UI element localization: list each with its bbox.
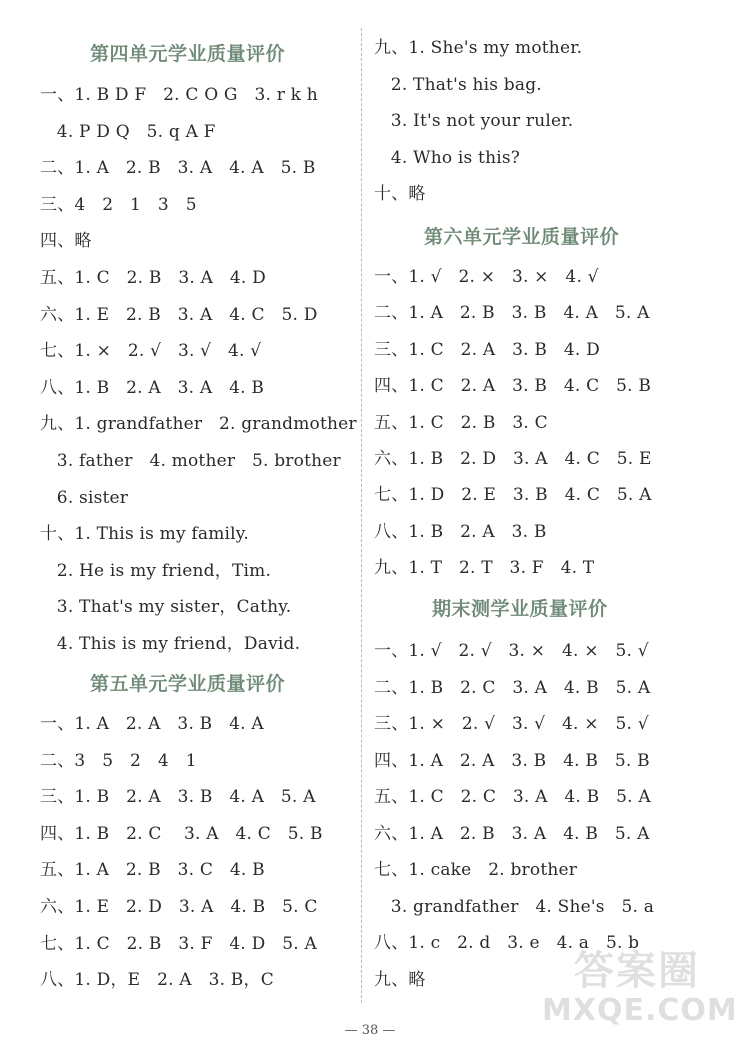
answer-line: 九、1. grandfather 2. grandmother [40,414,357,435]
answer-line: 九、1. T 2. T 3. F 4. T [374,558,595,579]
answer-line: 三、1. × 2. √ 3. √ 4. × 5. √ [374,714,649,734]
answer-line: 2. He is my friend，Tim. [40,560,272,581]
answer-line: 六、1. B 2. D 3. A 4. C 5. E [374,449,652,469]
answer-line: 二、3 5 2 4 1 [40,750,197,771]
answer-line: 二、1. A 2. B 3. A 4. A 5. B [40,158,316,179]
answer-line: 3. That's my sister，Cathy. [40,597,292,618]
answer-line: 二、1. A 2. B 3. B 4. A 5. A [374,303,650,324]
answer-line: 七、1. C 2. B 3. F 4. D 5. A [40,933,317,954]
answer-line: 3. It's not your ruler. [374,111,574,131]
answer-line: 二、1. B 2. C 3. A 4. B 5. A [374,677,651,698]
answer-line: 十、1. This is my family. [40,524,249,545]
answer-line: 七、1. × 2. √ 3. √ 4. √ [40,341,262,362]
section-heading-unit6: 第六单元学业质量评价 [424,226,620,248]
answer-line: 九、1. She's my mother. [374,38,583,58]
answer-line: 4. P D Q 5. q A F [40,121,216,142]
answer-line: 四、略 [40,231,92,252]
answer-line: 五、1. C 2. B 3. C [374,412,548,433]
answer-line: 三、1. C 2. A 3. B 4. D [374,339,600,360]
answer-line: 六、1. E 2. D 3. A 4. B 5. C [40,897,318,917]
section-heading-final: 期末测学业质量评价 [432,598,608,620]
answer-line: 五、1. A 2. B 3. C 4. B [40,860,265,881]
answer-line: 八、1. c 2. d 3. e 4. a 5. b [374,933,640,953]
answer-line: 一、1. √ 2. × 3. × 4. √ [374,267,599,287]
answer-line: 四、1. C 2. A 3. B 4. C 5. B [374,376,652,397]
answer-line: 四、1. A 2. A 3. B 4. B 5. B [374,750,650,771]
answer-line: 一、1. √ 2. √ 3. × 4. × 5. √ [374,641,649,661]
watermark-main-text: 答案圈 [574,948,700,994]
answer-line: 八、1. B 2. A 3. B [374,521,547,542]
answer-line: 三、4 2 1 3 5 [40,194,197,215]
answer-line: 三、1. B 2. A 3. B 4. A 5. A [40,787,316,808]
answer-line: 六、1. A 2. B 3. A 4. B 5. A [374,823,650,844]
answer-line: 十、略 [374,184,426,204]
column-divider [361,28,362,1003]
answer-line: 九、略 [374,969,426,990]
answer-line: 七、1. cake 2. brother [374,860,578,880]
answer-line: 五、1. C 2. C 3. A 4. B 5. A [374,787,651,807]
answer-line: 6. sister [40,487,129,508]
section-heading-unit5: 第五单元学业质量评价 [90,673,286,695]
answer-line: 3. grandfather 4. She's 5. a [374,896,655,917]
answer-line: 一、1. A 2. A 3. B 4. A [40,714,264,734]
answer-line: 4. Who is this? [374,147,521,168]
answer-line: 六、1. E 2. B 3. A 4. C 5. D [40,304,318,325]
answer-line: 五、1. C 2. B 3. A 4. D [40,268,266,288]
answer-line: 四、1. B 2. C 3. A 4. C 5. B [40,823,323,844]
answer-line: 八、1. D，E 2. A 3. B，C [40,970,274,991]
answer-line: 七、1. D 2. E 3. B 4. C 5. A [374,485,652,506]
watermark-logo [542,948,738,1039]
answer-line: 2. That's his bag. [374,74,542,95]
answer-line: 一、1. B D F 2. C O G 3. r k h [40,85,318,105]
section-heading-unit4: 第四单元学业质量评价 [90,43,286,65]
page-number: — 38 — [344,1023,396,1038]
answer-line: 4. This is my friend，David. [40,634,301,654]
answer-line: 八、1. B 2. A 3. A 4. B [40,377,265,398]
answer-line: 3. father 4. mother 5. brother [40,451,341,471]
watermark-sub-text: MXQE.COM [542,993,738,1028]
